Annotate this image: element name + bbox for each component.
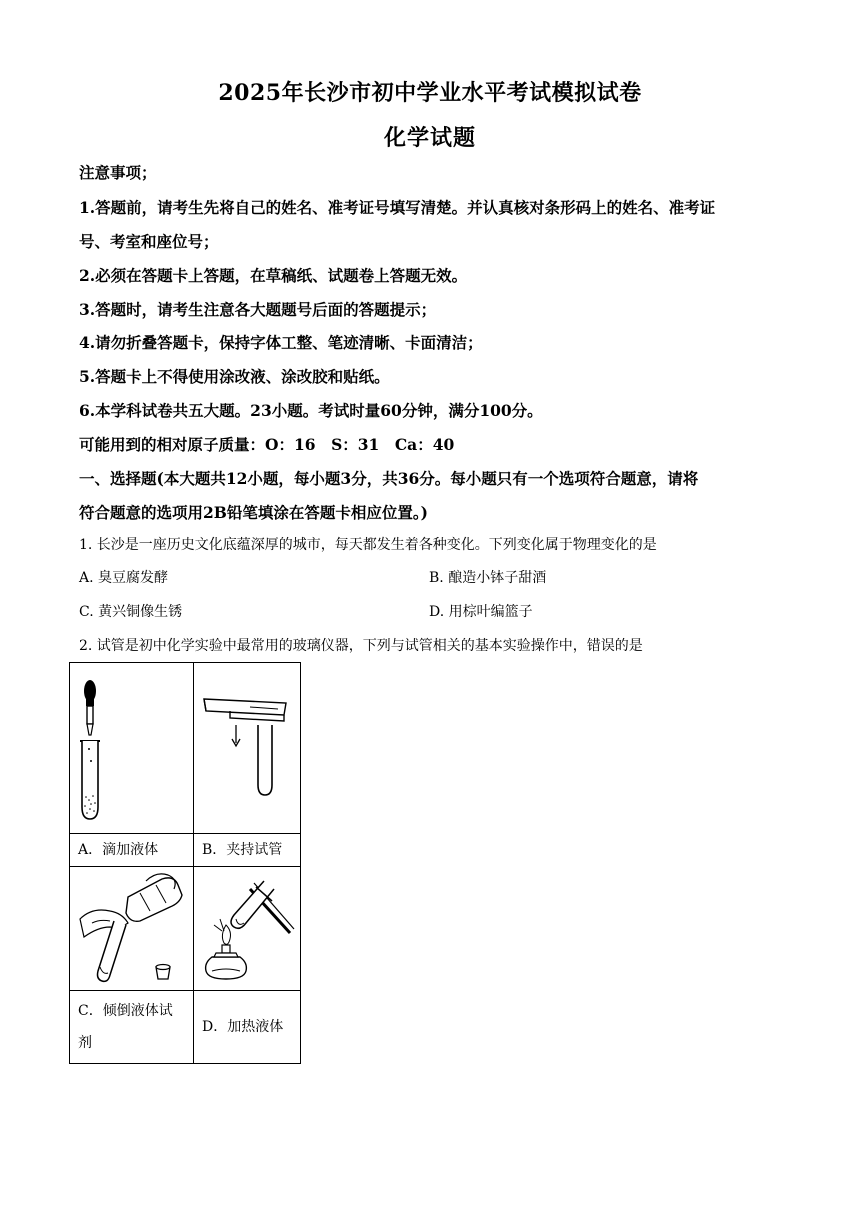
q2-caption-b: B．夹持试管 (194, 834, 301, 867)
notice-item-1: 1.答题前，请考生先将自己的姓名、准考证号填写清楚。并认真核对条形码上的姓名、准考证 (79, 198, 716, 217)
pouring-liquid-figure (70, 867, 193, 990)
exam-subtitle: 化学试题 (383, 125, 476, 151)
q2-figure-d-cell (194, 867, 301, 991)
q1-stem: 1. 长沙是一座历史文化底蕴深厚的城市，每天都发生着各种变化。下列变化属于物理变化的是 (79, 537, 657, 553)
notice-item-2: 2.必须在答题卡上答题，在草稿纸、试题卷上答题无效。 (79, 266, 468, 285)
section1-heading-cont: 符合题意的选项用2B铅笔填涂在答题卡相应位置。) (79, 503, 428, 522)
q1-option-a: A. 臭豆腐发酵 (79, 570, 169, 586)
notice-item-5: 5.答题卡上不得使用涂改液、涂改胶和贴纸。 (79, 367, 390, 386)
notice-item-1-cont: 号、考室和座位号； (79, 232, 219, 251)
notice-item-3: 3.答题时，请考生注意各大题题号后面的答题提示； (79, 300, 437, 319)
q2-figure-c-cell (70, 867, 194, 991)
q2-caption-c-line1: C．倾倒液体试 (78, 1003, 173, 1019)
q2-caption-d: D．加热液体 (194, 991, 301, 1064)
q2-figure-b-cell (194, 663, 301, 834)
q2-caption-c (70, 991, 194, 1064)
heating-liquid-figure (194, 867, 300, 990)
dropper-test-tube-figure (70, 663, 193, 833)
q1-option-d: D. 用棕叶编篮子 (429, 604, 533, 620)
q2-caption-c-line2: 剂 (78, 1035, 92, 1051)
exam-title: 2025年长沙市初中学业水平考试模拟试卷 (218, 80, 642, 106)
q1-option-b: B. 酿造小钵子甜酒 (429, 570, 547, 586)
q1-option-c: C. 黄兴铜像生锈 (79, 604, 183, 620)
notice-heading: 注意事项； (79, 163, 157, 182)
q2-options-table (69, 662, 301, 1064)
section1-heading: 一、选择题(本大题共12小题，每小题3分，共36分。每小题只有一个选项符合题意，请将 (79, 469, 699, 488)
notice-item-4: 4.请勿折叠答题卡，保持字体工整、笔迹清晰、卡面清洁； (79, 333, 483, 352)
test-tube-holder-figure (194, 663, 300, 833)
q2-figure-a-cell (70, 663, 194, 834)
q2-stem: 2. 试管是初中化学实验中最常用的玻璃仪器，下列与试管相关的基本实验操作中，错误的是 (79, 638, 643, 654)
atomic-masses: 可能用到的相对原子质量：O：16 S：31 Ca：40 (79, 435, 455, 454)
notice-item-6: 6.本学科试卷共五大题。23小题。考试时量60分钟，满分100分。 (79, 401, 543, 420)
q2-caption-a: A．滴加液体 (70, 834, 194, 867)
